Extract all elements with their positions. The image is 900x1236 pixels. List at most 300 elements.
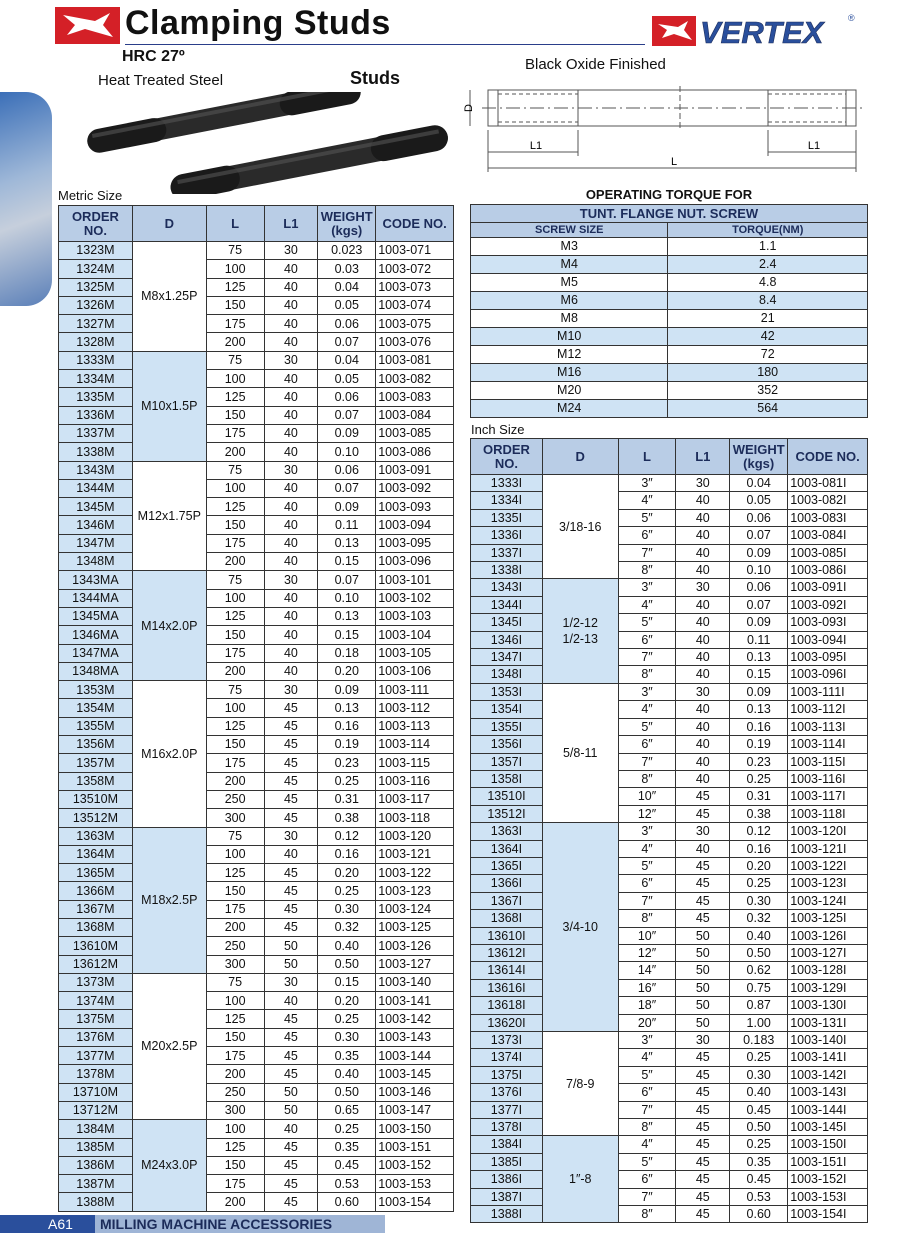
table-row bbox=[59, 406, 454, 424]
l1-cell: 40 bbox=[264, 662, 318, 680]
l1-cell: 40 bbox=[264, 1120, 318, 1138]
order-no-cell: 1388M bbox=[59, 1193, 133, 1211]
order-no-cell: 1376M bbox=[59, 1028, 133, 1046]
column-header: D bbox=[132, 206, 206, 242]
length-cell: 4″ bbox=[618, 701, 676, 718]
order-no-cell: 1324M bbox=[59, 260, 133, 278]
order-no-cell: 13618I bbox=[471, 997, 543, 1014]
torque-row bbox=[471, 328, 868, 346]
weight-cell: 0.38 bbox=[730, 805, 788, 822]
weight-cell: 0.25 bbox=[318, 1120, 376, 1138]
table-row bbox=[59, 1120, 454, 1138]
table-row bbox=[471, 753, 868, 770]
order-no-cell: 1347M bbox=[59, 534, 133, 552]
l1-cell: 45 bbox=[264, 918, 318, 936]
l1-cell: 50 bbox=[676, 962, 730, 979]
l1-cell: 40 bbox=[676, 736, 730, 753]
table-row bbox=[59, 1101, 454, 1119]
code-no-cell: 1003-144I bbox=[788, 1101, 868, 1118]
l1-cell: 45 bbox=[676, 1119, 730, 1136]
screw-size-cell: M6 bbox=[471, 292, 668, 310]
code-no-cell: 1003-086 bbox=[376, 443, 454, 461]
weight-cell: 0.07 bbox=[318, 406, 376, 424]
order-no-cell: 1365M bbox=[59, 864, 133, 882]
length-cell: 6″ bbox=[618, 631, 676, 648]
code-no-cell: 1003-118 bbox=[376, 809, 454, 827]
metric-table bbox=[58, 205, 454, 1212]
order-no-cell: 1377M bbox=[59, 1047, 133, 1065]
thread-size-cell: 3/4-10 bbox=[542, 823, 618, 1032]
table-row bbox=[59, 1175, 454, 1193]
length-cell: 150 bbox=[206, 516, 264, 534]
weight-cell: 0.40 bbox=[318, 937, 376, 955]
order-no-cell: 1353I bbox=[471, 683, 543, 700]
l1-cell: 45 bbox=[676, 857, 730, 874]
code-no-cell: 1003-091I bbox=[788, 579, 868, 596]
code-no-cell: 1003-094 bbox=[376, 516, 454, 534]
length-cell: 75 bbox=[206, 681, 264, 699]
code-no-cell: 1003-111I bbox=[788, 683, 868, 700]
length-cell: 175 bbox=[206, 1047, 264, 1065]
order-no-cell: 1367M bbox=[59, 900, 133, 918]
length-cell: 8″ bbox=[618, 1119, 676, 1136]
l1-cell: 40 bbox=[676, 649, 730, 666]
length-cell: 100 bbox=[206, 992, 264, 1010]
order-no-cell: 1347I bbox=[471, 649, 543, 666]
code-no-cell: 1003-130I bbox=[788, 997, 868, 1014]
order-no-cell: 13614I bbox=[471, 962, 543, 979]
weight-cell: 0.15 bbox=[318, 626, 376, 644]
l1-cell: 45 bbox=[264, 1010, 318, 1028]
l1-cell: 40 bbox=[264, 278, 318, 296]
torque-value-cell: 564 bbox=[668, 400, 868, 418]
table-row bbox=[59, 315, 454, 333]
l1-cell: 45 bbox=[264, 790, 318, 808]
length-cell: 175 bbox=[206, 754, 264, 772]
length-cell: 100 bbox=[206, 1120, 264, 1138]
weight-cell: 0.53 bbox=[730, 1188, 788, 1205]
weight-cell: 0.30 bbox=[318, 900, 376, 918]
code-no-cell: 1003-096 bbox=[376, 553, 454, 571]
vertex-logo bbox=[652, 12, 855, 48]
weight-cell: 0.45 bbox=[318, 1156, 376, 1174]
torque-value-cell: 352 bbox=[668, 382, 868, 400]
weight-cell: 0.03 bbox=[318, 260, 376, 278]
length-cell: 8″ bbox=[618, 910, 676, 927]
table-row bbox=[471, 892, 868, 909]
order-no-cell: 1366I bbox=[471, 875, 543, 892]
order-no-cell: 1378M bbox=[59, 1065, 133, 1083]
code-no-cell: 1003-126 bbox=[376, 937, 454, 955]
length-cell: 8″ bbox=[618, 562, 676, 579]
weight-cell: 0.25 bbox=[730, 1049, 788, 1066]
weight-cell: 0.04 bbox=[318, 278, 376, 296]
weight-cell: 0.62 bbox=[730, 962, 788, 979]
table-row bbox=[59, 296, 454, 314]
code-no-cell: 1003-154I bbox=[788, 1206, 868, 1223]
length-cell: 7″ bbox=[618, 753, 676, 770]
order-no-cell: 1345MA bbox=[59, 607, 133, 625]
weight-cell: 0.30 bbox=[730, 892, 788, 909]
code-no-cell: 1003-093 bbox=[376, 498, 454, 516]
order-no-cell: 1377I bbox=[471, 1101, 543, 1118]
l1-cell: 40 bbox=[676, 509, 730, 526]
code-no-cell: 1003-120I bbox=[788, 823, 868, 840]
length-cell: 150 bbox=[206, 882, 264, 900]
code-no-cell: 1003-147 bbox=[376, 1101, 454, 1119]
weight-cell: 0.07 bbox=[318, 333, 376, 351]
code-no-cell: 1003-118I bbox=[788, 805, 868, 822]
inch-size-label: Inch Size bbox=[471, 422, 525, 437]
order-no-cell: 13510M bbox=[59, 790, 133, 808]
table-row bbox=[471, 736, 868, 753]
table-row bbox=[59, 1010, 454, 1028]
l1-cell: 40 bbox=[264, 388, 318, 406]
product-label: Studs bbox=[350, 68, 401, 88]
length-cell: 250 bbox=[206, 937, 264, 955]
order-no-cell: 1385M bbox=[59, 1138, 133, 1156]
code-no-cell: 1003-085 bbox=[376, 424, 454, 442]
l1-cell: 45 bbox=[676, 1084, 730, 1101]
code-no-cell: 1003-094I bbox=[788, 631, 868, 648]
order-no-cell: 1343M bbox=[59, 461, 133, 479]
torque-value-cell: 180 bbox=[668, 364, 868, 382]
code-no-cell: 1003-084I bbox=[788, 527, 868, 544]
code-no-cell: 1003-154 bbox=[376, 1193, 454, 1211]
code-no-cell: 1003-121 bbox=[376, 845, 454, 863]
table-row bbox=[471, 997, 868, 1014]
l1-cell: 40 bbox=[676, 492, 730, 509]
l1-cell: 45 bbox=[264, 754, 318, 772]
weight-cell: 0.50 bbox=[318, 955, 376, 973]
order-no-cell: 1364M bbox=[59, 845, 133, 863]
column-header: L1 bbox=[264, 206, 318, 242]
table-row bbox=[471, 823, 868, 840]
code-no-cell: 1003-114 bbox=[376, 736, 454, 754]
table-row bbox=[471, 1101, 868, 1118]
length-cell: 7″ bbox=[618, 649, 676, 666]
order-no-cell: 1358I bbox=[471, 770, 543, 787]
screw-size-cell: M12 bbox=[471, 346, 668, 364]
table-row bbox=[59, 479, 454, 497]
torque-value-cell: 2.4 bbox=[668, 256, 868, 274]
weight-cell: 0.06 bbox=[730, 509, 788, 526]
l1-cell: 45 bbox=[264, 772, 318, 790]
code-no-cell: 1003-117I bbox=[788, 788, 868, 805]
l1-cell: 30 bbox=[264, 571, 318, 589]
code-no-cell: 1003-127 bbox=[376, 955, 454, 973]
length-cell: 250 bbox=[206, 1083, 264, 1101]
weight-cell: 0.05 bbox=[318, 370, 376, 388]
weight-cell: 0.04 bbox=[318, 351, 376, 369]
column-header: D bbox=[542, 439, 618, 475]
table-row bbox=[59, 370, 454, 388]
l1-cell: 40 bbox=[676, 527, 730, 544]
code-no-cell: 1003-086I bbox=[788, 562, 868, 579]
code-no-cell: 1003-125I bbox=[788, 910, 868, 927]
length-cell: 8″ bbox=[618, 770, 676, 787]
length-cell: 7″ bbox=[618, 892, 676, 909]
order-no-cell: 1345I bbox=[471, 614, 543, 631]
table-row bbox=[471, 857, 868, 874]
weight-cell: 0.32 bbox=[730, 910, 788, 927]
length-cell: 5″ bbox=[618, 1153, 676, 1170]
length-cell: 4″ bbox=[618, 1049, 676, 1066]
table-row bbox=[471, 1136, 868, 1153]
l1-cell: 45 bbox=[676, 1206, 730, 1223]
length-cell: 75 bbox=[206, 461, 264, 479]
code-no-cell: 1003-071 bbox=[376, 242, 454, 260]
l1-cell: 40 bbox=[264, 553, 318, 571]
code-no-cell: 1003-127I bbox=[788, 944, 868, 961]
order-no-cell: 1375M bbox=[59, 1010, 133, 1028]
l1-cell: 40 bbox=[264, 589, 318, 607]
l1-cell: 45 bbox=[676, 892, 730, 909]
length-cell: 300 bbox=[206, 1101, 264, 1119]
code-no-cell: 1003-073 bbox=[376, 278, 454, 296]
l1-cell: 45 bbox=[264, 1065, 318, 1083]
weight-cell: 0.07 bbox=[730, 596, 788, 613]
l1-cell: 45 bbox=[676, 1171, 730, 1188]
length-cell: 125 bbox=[206, 498, 264, 516]
thread-size-cell: 5/8-11 bbox=[542, 683, 618, 822]
order-no-cell: 1344I bbox=[471, 596, 543, 613]
table-row bbox=[59, 1065, 454, 1083]
code-no-cell: 1003-153I bbox=[788, 1188, 868, 1205]
length-cell: 175 bbox=[206, 315, 264, 333]
order-no-cell: 1337I bbox=[471, 544, 543, 561]
length-cell: 200 bbox=[206, 918, 264, 936]
order-no-cell: 1388I bbox=[471, 1206, 543, 1223]
l1-cell: 45 bbox=[264, 864, 318, 882]
side-decoration bbox=[0, 92, 52, 306]
length-cell: 125 bbox=[206, 864, 264, 882]
code-no-cell: 1003-143I bbox=[788, 1084, 868, 1101]
code-no-cell: 1003-095 bbox=[376, 534, 454, 552]
l1-cell: 45 bbox=[264, 1193, 318, 1211]
length-cell: 300 bbox=[206, 955, 264, 973]
l1-cell: 45 bbox=[676, 1136, 730, 1153]
length-cell: 3″ bbox=[618, 823, 676, 840]
l1-cell: 40 bbox=[264, 370, 318, 388]
column-header: ORDER NO. bbox=[471, 439, 543, 475]
l1-cell: 45 bbox=[264, 1156, 318, 1174]
weight-cell: 0.60 bbox=[730, 1206, 788, 1223]
order-no-cell: 1345M bbox=[59, 498, 133, 516]
order-no-cell: 1363M bbox=[59, 827, 133, 845]
torque-row bbox=[471, 382, 868, 400]
torque-table bbox=[470, 204, 868, 418]
weight-cell: 1.00 bbox=[730, 1014, 788, 1031]
weight-cell: 0.13 bbox=[730, 649, 788, 666]
weight-cell: 0.13 bbox=[318, 607, 376, 625]
weight-cell: 0.50 bbox=[730, 1119, 788, 1136]
column-header: WEIGHT (kgs) bbox=[318, 206, 376, 242]
weight-cell: 0.20 bbox=[730, 857, 788, 874]
order-no-cell: 1333I bbox=[471, 475, 543, 492]
code-no-cell: 1003-141 bbox=[376, 992, 454, 1010]
table-row bbox=[471, 875, 868, 892]
length-cell: 125 bbox=[206, 607, 264, 625]
code-no-cell: 1003-131I bbox=[788, 1014, 868, 1031]
screw-size-cell: M4 bbox=[471, 256, 668, 274]
code-no-cell: 1003-105 bbox=[376, 644, 454, 662]
thread-size-cell: M10x1.5P bbox=[132, 351, 206, 461]
torque-row bbox=[471, 346, 868, 364]
table-row bbox=[59, 498, 454, 516]
length-cell: 18″ bbox=[618, 997, 676, 1014]
order-no-cell: 1376I bbox=[471, 1084, 543, 1101]
code-no-cell: 1003-140I bbox=[788, 1032, 868, 1049]
length-cell: 75 bbox=[206, 827, 264, 845]
table-row bbox=[59, 754, 454, 772]
code-no-cell: 1003-091 bbox=[376, 461, 454, 479]
code-no-cell: 1003-151I bbox=[788, 1153, 868, 1170]
length-cell: 150 bbox=[206, 1028, 264, 1046]
order-no-cell: 1367I bbox=[471, 892, 543, 909]
table-row bbox=[471, 910, 868, 927]
order-no-cell: 1338M bbox=[59, 443, 133, 461]
table-row bbox=[59, 333, 454, 351]
weight-cell: 0.65 bbox=[318, 1101, 376, 1119]
l1-cell: 50 bbox=[264, 1083, 318, 1101]
weight-cell: 0.38 bbox=[318, 809, 376, 827]
l1-cell: 45 bbox=[264, 1138, 318, 1156]
order-no-cell: 1364I bbox=[471, 840, 543, 857]
weight-cell: 0.25 bbox=[318, 1010, 376, 1028]
length-cell: 200 bbox=[206, 553, 264, 571]
l1-cell: 40 bbox=[264, 443, 318, 461]
weight-cell: 0.23 bbox=[318, 754, 376, 772]
torque-row bbox=[471, 364, 868, 382]
table-row bbox=[59, 260, 454, 278]
length-cell: 100 bbox=[206, 479, 264, 497]
length-cell: 125 bbox=[206, 388, 264, 406]
l1-cell: 45 bbox=[676, 788, 730, 805]
inch-table bbox=[470, 438, 868, 1223]
table-row bbox=[471, 840, 868, 857]
order-no-cell: 1374M bbox=[59, 992, 133, 1010]
order-no-cell: 1335M bbox=[59, 388, 133, 406]
order-no-cell: 1386M bbox=[59, 1156, 133, 1174]
length-cell: 7″ bbox=[618, 1101, 676, 1118]
order-no-cell: 1357M bbox=[59, 754, 133, 772]
table-row bbox=[59, 553, 454, 571]
table-row bbox=[59, 790, 454, 808]
table-row bbox=[59, 1193, 454, 1211]
torque-row bbox=[471, 292, 868, 310]
code-no-cell: 1003-116 bbox=[376, 772, 454, 790]
table-row bbox=[471, 1032, 868, 1049]
table-row bbox=[59, 973, 454, 991]
l1-cell: 40 bbox=[264, 424, 318, 442]
weight-cell: 0.25 bbox=[730, 875, 788, 892]
code-no-cell: 1003-072 bbox=[376, 260, 454, 278]
length-cell: 3″ bbox=[618, 579, 676, 596]
table-row bbox=[471, 579, 868, 596]
table-row bbox=[471, 1206, 868, 1223]
weight-cell: 0.15 bbox=[318, 553, 376, 571]
weight-cell: 0.06 bbox=[730, 579, 788, 596]
table-row bbox=[471, 683, 868, 700]
table-row bbox=[471, 1049, 868, 1066]
torque-column-header: TORQUE(NM) bbox=[668, 223, 868, 238]
order-no-cell: 1325M bbox=[59, 278, 133, 296]
order-no-cell: 1335I bbox=[471, 509, 543, 526]
table-row bbox=[471, 1084, 868, 1101]
length-cell: 300 bbox=[206, 809, 264, 827]
torque-subtitle: TUNT. FLANGE NUT. SCREW bbox=[471, 205, 868, 223]
l1-cell: 40 bbox=[264, 296, 318, 314]
order-no-cell: 1357I bbox=[471, 753, 543, 770]
screw-size-cell: M10 bbox=[471, 328, 668, 346]
order-no-cell: 13610M bbox=[59, 937, 133, 955]
table-row bbox=[471, 614, 868, 631]
order-no-cell: 1384I bbox=[471, 1136, 543, 1153]
l1-cell: 40 bbox=[264, 644, 318, 662]
weight-cell: 0.09 bbox=[730, 683, 788, 700]
order-no-cell: 1356M bbox=[59, 736, 133, 754]
table-row bbox=[59, 1156, 454, 1174]
weight-cell: 0.13 bbox=[318, 699, 376, 717]
l1-cell: 40 bbox=[676, 718, 730, 735]
order-no-cell: 1356I bbox=[471, 736, 543, 753]
title-divider bbox=[125, 44, 645, 45]
order-no-cell: 1365I bbox=[471, 857, 543, 874]
table-row bbox=[59, 882, 454, 900]
column-header: WEIGHT (kgs) bbox=[730, 439, 788, 475]
code-no-cell: 1003-113 bbox=[376, 717, 454, 735]
order-no-cell: 1348M bbox=[59, 553, 133, 571]
table-row bbox=[59, 955, 454, 973]
table-row bbox=[59, 1047, 454, 1065]
l1-cell: 45 bbox=[264, 717, 318, 735]
table-row bbox=[59, 1138, 454, 1156]
length-cell: 150 bbox=[206, 406, 264, 424]
l1-cell: 40 bbox=[264, 260, 318, 278]
l1-cell: 30 bbox=[676, 823, 730, 840]
l1-cell: 45 bbox=[264, 882, 318, 900]
code-no-cell: 1003-116I bbox=[788, 770, 868, 787]
weight-cell: 0.20 bbox=[318, 992, 376, 1010]
column-header: L bbox=[618, 439, 676, 475]
length-cell: 150 bbox=[206, 296, 264, 314]
l1-cell: 45 bbox=[676, 875, 730, 892]
thread-size-cell: 3/18-16 bbox=[542, 475, 618, 579]
l1-cell: 40 bbox=[676, 562, 730, 579]
table-row bbox=[59, 443, 454, 461]
code-no-cell: 1003-082I bbox=[788, 492, 868, 509]
thread-size-cell: M20x2.5P bbox=[132, 973, 206, 1119]
order-no-cell: 13510I bbox=[471, 788, 543, 805]
code-no-cell: 1003-151 bbox=[376, 1138, 454, 1156]
weight-cell: 0.18 bbox=[318, 644, 376, 662]
weight-cell: 0.19 bbox=[730, 736, 788, 753]
length-cell: 5″ bbox=[618, 718, 676, 735]
code-no-cell: 1003-123I bbox=[788, 875, 868, 892]
table-row bbox=[59, 534, 454, 552]
code-no-cell: 1003-111 bbox=[376, 681, 454, 699]
order-no-cell: 1374I bbox=[471, 1049, 543, 1066]
column-header: CODE NO. bbox=[376, 206, 454, 242]
length-cell: 6″ bbox=[618, 527, 676, 544]
table-row bbox=[59, 736, 454, 754]
weight-cell: 0.12 bbox=[318, 827, 376, 845]
l1-cell: 40 bbox=[264, 534, 318, 552]
screw-size-cell: M20 bbox=[471, 382, 668, 400]
weight-cell: 0.10 bbox=[730, 562, 788, 579]
order-no-cell: 1344M bbox=[59, 479, 133, 497]
